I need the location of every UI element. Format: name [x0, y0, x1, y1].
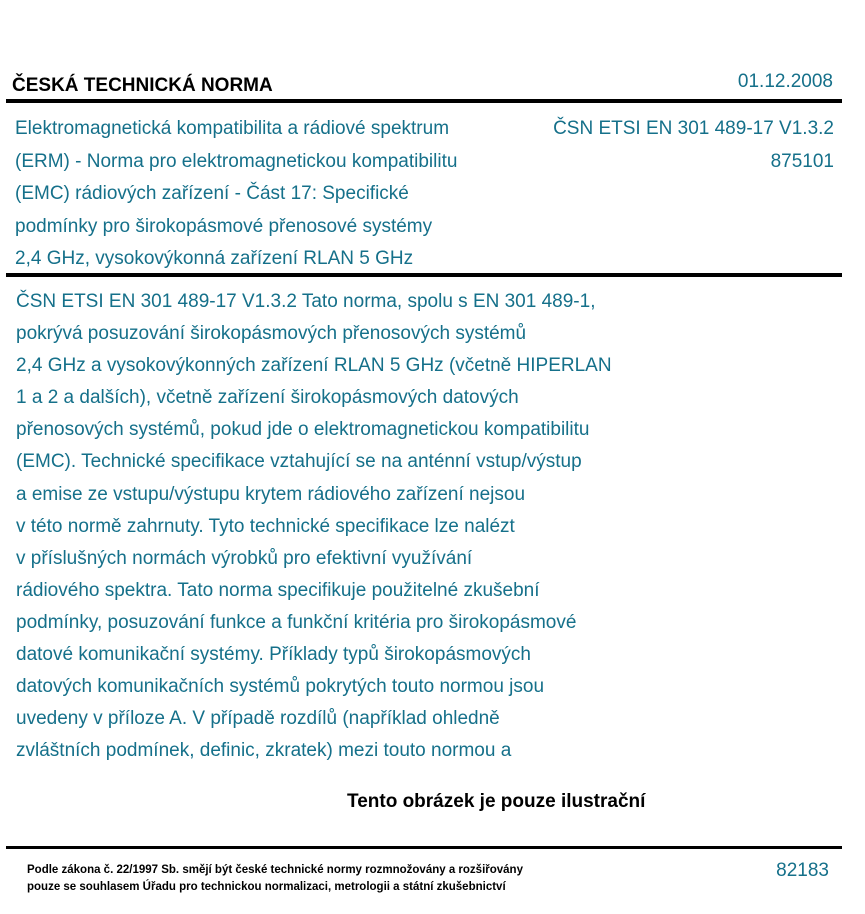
abstract-line: v této normě zahrnuty. Tyto technické specifikace lze nalézt: [16, 515, 515, 537]
illustration-note: Tento obrázek je pouze ilustrační: [347, 791, 646, 812]
abstract-line: 2,4 GHz a vysokovýkonných zařízení RLAN 5 GHz (včetně HIPERLAN: [16, 355, 612, 377]
catalog-number: 82183: [776, 860, 829, 881]
legal-notice-line: pouze se souhlasem Úřadu pro technickou normalizaci, metrologii a státní zkušebnictví: [27, 880, 506, 893]
standard-title: [15, 113, 457, 276]
abstract-line: pokrývá posuzování širokopásmových přenosových systémů: [16, 323, 527, 345]
legal-notice-line: Podle zákona č. 22/1997 Sb. smějí být české technické normy rozmnožovány a rozšiřovány: [27, 864, 523, 876]
document-header-title: ČESKÁ TECHNICKÁ NORMA: [12, 75, 273, 96]
abstract-line: rádiového spektra. Tato norma specifikuje použitelné zkušební: [16, 579, 540, 601]
abstract-line: 1 a 2 a dalších), včetně zařízení širokopásmových datových: [16, 387, 519, 409]
standard-identifier: [553, 113, 834, 178]
standard-title-line: (ERM) - Norma pro elektromagnetickou kompatibilitu: [15, 150, 458, 172]
header-rule: [6, 99, 842, 103]
title-rule: [6, 273, 842, 277]
publication-date: 01.12.2008: [737, 71, 833, 92]
legal-notice: [27, 862, 523, 895]
abstract-line: podmínky, posuzování funkce a funkční kritéria pro širokopásmové: [16, 611, 577, 633]
standard-title-line: 2,4 GHz, vysokovýkonná zařízení RLAN 5 GHz: [15, 248, 414, 269]
abstract-line: (EMC). Technické specifikace vztahující se na anténní vstup/výstup: [16, 451, 582, 473]
abstract-line: a emise ze vstupu/výstupu krytem rádiového zařízení nejsou: [16, 483, 526, 505]
abstract-line: uvedeny v příloze A. V případě rozdílů (například ohledně: [16, 708, 500, 730]
standard-title-line: Elektromagnetická kompatibilita a rádiové spektrum: [15, 118, 450, 139]
abstract-line: přenosových systémů, pokud jde o elektromagnetickou kompatibilitu: [16, 419, 590, 441]
footer-rule: [6, 846, 842, 849]
standard-title-line: podmínky pro širokopásmové přenosové systémy: [15, 215, 433, 237]
standard-title-line: (EMC) rádiových zařízení - Část 17: Specifické: [15, 183, 409, 204]
abstract-line: zvláštních podmínek, definic, zkratek) mezi touto normou a: [16, 740, 512, 762]
abstract-line: v příslušných normách výrobků pro efektivní využívání: [16, 547, 473, 569]
abstract-line: datové komunikační systémy. Příklady typů širokopásmových: [16, 644, 531, 666]
class-number: 875101: [770, 150, 834, 172]
abstract: [16, 286, 612, 767]
abstract-line: ČSN ETSI EN 301 489-17 V1.3.2 Tato norma, spolu s EN 301 489-1,: [16, 291, 596, 312]
standard-designation: ČSN ETSI EN 301 489-17 V1.3.2: [553, 118, 834, 139]
abstract-line: datových komunikačních systémů pokrytých touto normou jsou: [16, 676, 545, 698]
